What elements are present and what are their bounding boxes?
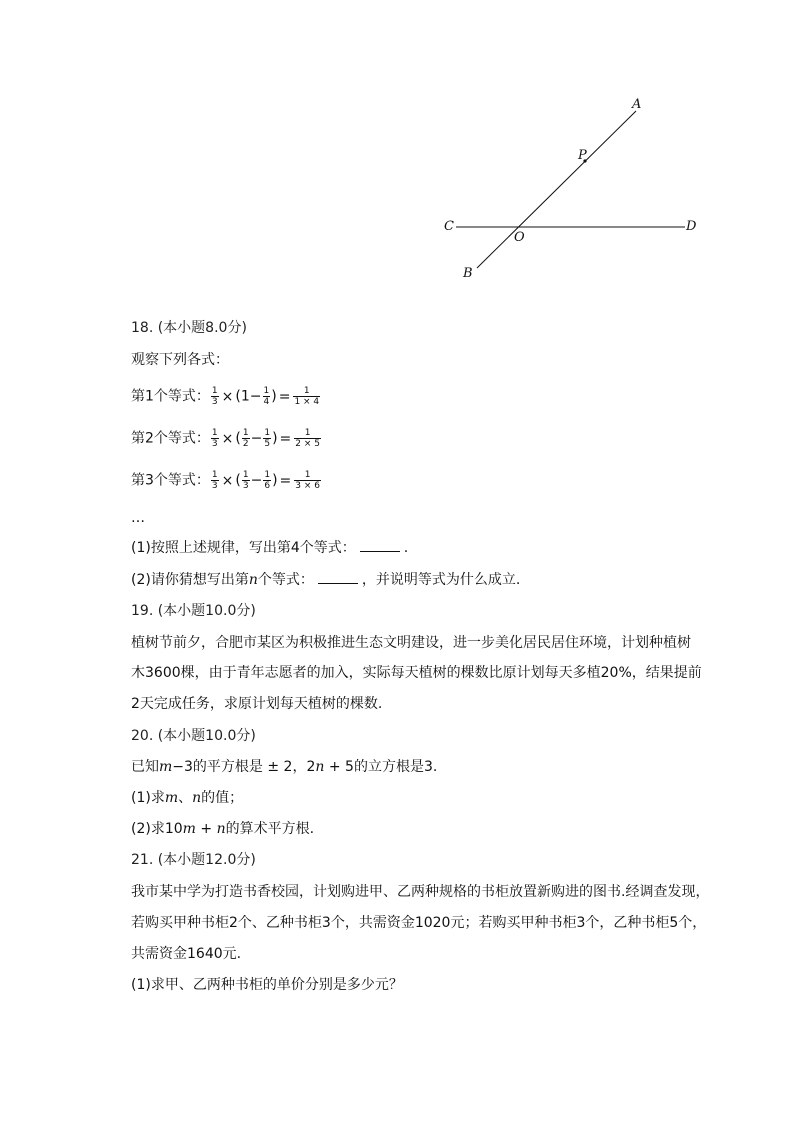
- q21-part-1: (1)求甲、乙两种书柜的单价分别是多少元？: [131, 977, 403, 993]
- q21-header: 21. (本小题12.0分): [131, 852, 256, 868]
- q19-line-2: 木3600棵，由于青年志愿者的加入，实际每天植树的棵数比原计划每天多植20%，结果提前: [131, 665, 702, 681]
- label-a: A: [632, 97, 642, 112]
- q18-ellipsis: …: [131, 510, 145, 526]
- label-o: O: [514, 230, 525, 245]
- q18-part-1: (1)按照上述规律，写出第4个等式： .: [131, 540, 409, 556]
- q20-part-1: (1)求m、n的值；: [131, 790, 244, 806]
- q18-equation-1: 第1个等式： $\frac{1}{3}$ × (1− $\frac{1}{4}$ ) = $\frac{1}{1 \times 4}$: [131, 386, 320, 407]
- label-c: C: [444, 219, 454, 234]
- label-b: B: [463, 266, 473, 281]
- q19-line-3: 2天完成任务，求原计划每天植树的棵数.: [131, 696, 383, 712]
- answer-blank[interactable]: [318, 571, 358, 584]
- q20-part-2: (2)求10m + n的算术平方根.: [131, 821, 315, 837]
- answer-blank[interactable]: [360, 539, 400, 552]
- q18-equation-2: 第2个等式： $\frac{1}{3}$ × ( $\frac{1}{2}$ − $\frac{1}{5}$ ) = $\frac{1}{2 \times 5}$: [131, 428, 320, 449]
- q18-header: 18. (本小题8.0分): [131, 320, 247, 336]
- label-d: D: [686, 219, 697, 234]
- q19-line-1: 植树节前夕，合肥市某区为积极推进生态文明建设，进一步美化居民居住环境，计划种植树: [131, 635, 691, 651]
- q18-equation-3: 第3个等式： $\frac{1}{3}$ × ( $\frac{1}{3}$ − $\frac{1}{6}$ ) = $\frac{1}{3 \times 6}$: [131, 470, 320, 491]
- q21-line-2: 若购买甲种书柜2个、乙种书柜3个，共需资金1020元；若购买甲种书柜3个，乙种书柜5个，: [131, 915, 707, 931]
- q20-statement: 已知m−3的平方根是 ± 2，2n + 5的立方根是3.: [131, 759, 438, 775]
- q21-line-1: 我市某中学为打造书香校园，计划购进甲、乙两种规格的书柜放置新购进的图书.经调查发现，: [131, 884, 710, 900]
- q20-header: 20. (本小题10.0分): [131, 728, 256, 744]
- q21-line-3: 共需资金1640元.: [131, 946, 242, 962]
- geometry-figure: [0, 0, 794, 300]
- line-ab: [477, 111, 636, 268]
- label-p: P: [578, 148, 587, 163]
- q18-part-2: (2)请你猜想写出第n个等式： ，并说明等式为什么成立.: [131, 572, 521, 588]
- q18-intro: 观察下列各式：: [131, 352, 229, 368]
- q19-header: 19. (本小题10.0分): [131, 603, 256, 619]
